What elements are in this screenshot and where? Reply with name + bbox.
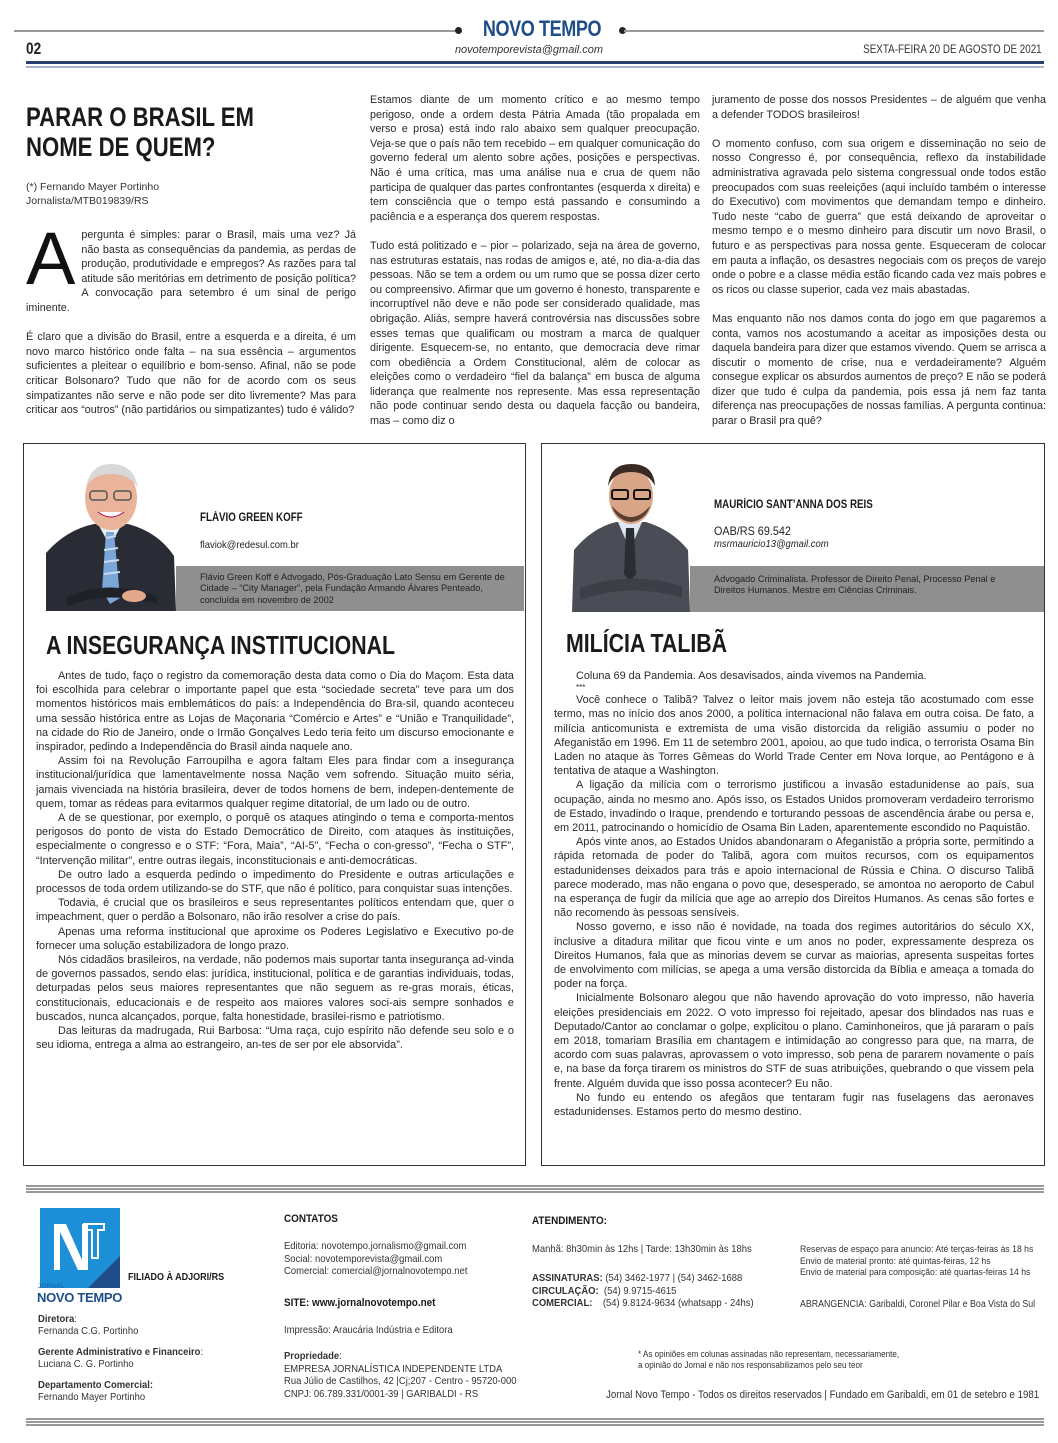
editorial-paragraph: Mas enquanto não nos damos conta do jogo em que pagaremos a conta, vamos nos acostumando a aceitar as imposições desta ou daquela bandeira para dizer que estamos vivendo. Quem se arrisca a discutir o momento de crise, nua e verdadeiramente? Alguém consegue explicar os absurdos aumentos de preço? E não se poderá dizer que tudo é culpa da pandemia, pois essa já nem faz tanta diferença nas preocupações de nossas famílias. A pergunta continua: parar o Brasil pra quê? — [712, 312, 1046, 428]
staff-name: Fernanda C.G. Portinho — [38, 1325, 139, 1337]
staff-role-label: Departamento Comercial: — [38, 1379, 154, 1391]
staff-role — [38, 1379, 203, 1391]
author-email[interactable]: msrmauricio13@gmail.com — [714, 538, 829, 550]
editorial-paragraph: Estamos diante de um momento crítico e ao mesmo tempo perigoso, onde a ordem desta Pátria Amada (tão propalada em verso e prosa) está indo ralo abaixo sem qualquer preocupação. Veja-se que o país não tem recebido – em qualquer comunicação do governo federal um alento sobre ações, posições e perspectivas. Não é uma crítica, mas uma análise nua e crua de quem não participa de qualquer das partes confrontantes (esquerda x direita) e tem consciência que o tempo está passando e consumindo a paciência e a esperança dos querem respostas. — [370, 94, 700, 223]
page-number: 02 — [26, 39, 42, 58]
editorial-paragraph: O momento confuso, com sua origem e disseminação no seio de nosso Congresso é, por consequência, reflexo da instabilidade administrativa agravada pelo sistema congressual onde todos estão preocupados com suas reeleições (aqui incluído também o interesse do Executivo) com movimentos que demandam tempo e dinheiro. Tudo neste “cabo de guerra” que está deixando de aproveitar o mesmo tempo e o mesmo dinheiro para discutir um novo Brasil, o futuro e as perspectivas para nossa gente. Esqueceram de colocar em pauta a inflação, os desastres negociais com os preços de varejo onde o pobre e a classe média estão ficando cada vez mais pobres e os ricos ou classe superior, cada vez mais abastadas. — [712, 137, 1046, 296]
logo-jornal-label: JORNAL — [38, 1284, 65, 1290]
editorial-column-3 — [712, 93, 1046, 443]
phone-list — [532, 1272, 754, 1310]
paragraph-text: pergunta é simples: parar o Brasil, mais uma vez? Já não basta as consequências da pandemia, as perdas de produção, produtividade e empregos? As razões para tal atitude são meritórias em detrimento de posição política? A convocação para setembro é um sinal de perigo iminente. — [26, 229, 356, 314]
phone-value: (54) 3462-1977 | (54) 3462-1688 — [602, 1272, 743, 1284]
nt-logo-icon — [40, 1208, 120, 1288]
column-separator: *** — [576, 683, 586, 693]
masthead-brand: NOVO TEMPO — [482, 16, 602, 41]
ownership-label-text: Propriedade — [284, 1350, 340, 1362]
phone-label: CIRCULAÇÃO: — [532, 1284, 599, 1297]
editorial-paragraph: Tudo está politizado e – pior – polarizado, seja na área de governo, nas estruturas estatais, nas rodas de amigos e, até, no dia-a-dia das pessoas. Não se tem a ordem ou um rumo que se possa dizer certo ou compreensivo. Afirmar que um governo é honesto, transparente e incorruptível não deve e não pode ser considerado qualidade, mas obrigação. Aliás, sempre haverá controvérsia nas discussões sobre esses temas que qualificam ou mostram a marca de qualquer dirigente. Esquecem-se, no entanto, que democracia deve rimar com obediência a Ordem Constitucional, além de colocar as eleições como o verdadeiro “fiel da balança” em busca de alguma liderança que realmente nos represente. Mas essa representação não pode continuar sendo desta ou daquela facção ou bandeira, mas – como diz o — [370, 239, 700, 428]
byline-credential: Jornalista/MTB019839/RS — [26, 195, 149, 207]
author-name: MAURÍCIO SANT’ANNA DOS REIS — [714, 499, 873, 511]
footer-rule — [26, 1191, 1044, 1193]
company-cnpj: CNPJ: 06.789.331/0001-39 | GARIBALDI - RS — [284, 1387, 479, 1400]
header-divider-light — [26, 66, 1044, 68]
author-oab: OAB/RS 69.542 — [714, 524, 791, 538]
phone-value: (54) 9.9715-4615 — [598, 1284, 677, 1297]
column-paragraph: Todavia, é crucial que os brasileiros e seus representantes políticos entendam que, quer o impeachment, quer o perdão a Bolsonaro, não irão resolver a crise do país. — [36, 897, 514, 924]
column-paragraph: Coluna 69 da Pandemia. Aos desavisados, ainda vivemos na Pandemia. — [576, 670, 927, 682]
novo-tempo-logo — [40, 1208, 120, 1288]
staff-role: Gerente Administrativo e Financeiro: — [38, 1346, 204, 1358]
site-link[interactable]: SITE: www.jornalnovotempo.net — [284, 1297, 436, 1309]
column-paragraph: A ligação da milícia com o terrorismo justificou a invasão estadunidense ao país, sua ocupação, ainda no mesmo ano. Após isso, os Estados Unidos promoveram verdadeiro terrorismo de Estado, invadindo o Iraque, prendendo e torturando pessoas de ascendência árabe ou persa e, em 2011, patrocinando o homicídio de Osama Bin Laden, aparentemente escondido no Paquistão. — [554, 779, 1034, 835]
column-paragraph: Nós cidadãos brasileiros, na verdade, não podemos mais suportar tanta insegurança ad-vinda de governos passados, sendo elas: jurídica, institucional, política e de garantias individuais, todas, deturpadas pelos seus maiores representantes que não seguem as re-gras morais, éticas, constitucionais, educacionais e de respeito aos maiores valores soci-ais sempre sonhados e buscados, nunca alcançados, porque, falta honestidade, brasilei-rismo e patriotismo. — [36, 954, 514, 1023]
masthead-email: novotemporevista@gmail.com — [454, 44, 604, 56]
company-name: EMPRESA JORNALÍSTICA INDEPENDENTE LTDA — [284, 1362, 503, 1375]
disclaimer — [638, 1349, 899, 1371]
column-paragraph: No fundo eu entendo os afegãos que tentaram fugir nas fuselagens das aeronaves estadunidenses. Estamos perto do mesmo destino. — [554, 1091, 1034, 1119]
contact-comercial[interactable]: Comercial: comercial@jornalnovotempo.net — [284, 1265, 468, 1278]
column-paragraph: Antes de tudo, faço o registro da comemoração desta data como o Dia do Maçom. Esta data foi escolhida para celebrar o importante papel que esta “sociedade secreta” teve para um dos momentos históricos mais emblemáticos do país: a Independência do Bra-sil, quando aconteceu uma sessão histórica entre as Lojas de Maçonaria “Comércio e Artes” e “União e Tranquilidade”, na cidade do Rio de Janeiro, onde o Irmão Gonçalves Ledo teria feito um discurso emocionante e inspirador, pedindo a Independência do Brasil ainda naquele ano. — [36, 670, 514, 754]
footer-rule — [26, 1185, 1044, 1187]
disclaimer-line: a opinião do Jornal e não nos responsabilizamos pelo seu teor — [638, 1360, 863, 1370]
column-paragraph: Após vinte anos, ao Estados Unidos abandonaram o Afeganistão a própria sorte, permitindo a rápida retomada de poder do Talibã, agora com muitos recursos, com os equipamentos estadunidenses deixados para trás e apoio internacional de Rússia e China. O discurso Talibã parece moderado, mas não engana o povo que, desesperado, se amontoa no aeroporto de Cabul na esperança de fugir da milícia que age ao arrepio dos Direitos Humanos. As cenas são fortes e não recomendo às pessoas sensíveis. — [554, 836, 1034, 920]
author-email[interactable]: flaviok@redesul.com.br — [200, 539, 299, 551]
column-body — [554, 669, 1034, 1119]
disclaimer-line: * As opiniões em colunas assinadas não representam, necessariamente, — [638, 1349, 900, 1359]
phone-comercial — [532, 1297, 754, 1310]
column-paragraph: A de se questionar, por exemplo, o porquê os ataques atingindo o tema e comporta-mentos perigosos do ponto de vista do Estado Democrático de Direito, com ataques às instituições, especialmente o congresso e o STF: “Fora, Maia”, “AI-5”, “Fecha o con-gresso”, “Fecha o STF”, “Intervenção militar”, entre outras ilegais, inconstitucionais e anti-democráticas. — [36, 812, 514, 867]
header-divider — [26, 61, 1044, 64]
ownership-label: Propriedade: — [284, 1350, 342, 1362]
contact-social[interactable]: Social: novotemporevista@gmail.com — [284, 1252, 443, 1265]
column-body — [36, 669, 514, 1052]
deadline-item: Envio de material pronto: até quintas-feiras, 12 hs — [800, 1255, 991, 1267]
deadline-item: Envio de material para composição: até quartas-feiras 14 hs — [800, 1267, 1031, 1279]
deadline-item: Reservas de espaço para anuncio: Até terças-feiras às 18 hs — [800, 1244, 1034, 1255]
editorial-byline — [26, 180, 159, 208]
column-title: A INSEGURANÇA INSTITUCIONAL — [46, 630, 396, 660]
edition-date: SEXTA-FEIRA 20 DE AGOSTO DE 2021 — [863, 42, 1042, 56]
contacts-heading: CONTATOS — [284, 1213, 338, 1225]
column-paragraph: De outro lado a esquerda pedindo o impedimento do Presidente e outras articulações e processos de toda ordem utilizando-se do STF, que não é político, para conquistar suas intenções. — [36, 868, 514, 896]
affiliation: FILIADO À ADJORI/RS — [128, 1272, 225, 1283]
header-rule-left — [14, 30, 458, 32]
printing-info: Impressão: Araucária Indústria e Editora — [284, 1324, 453, 1336]
staff-role: Diretora: — [38, 1313, 77, 1325]
staff-list — [38, 1313, 203, 1403]
copyright-line: Jornal Novo Tempo - Todos os direitos reservados | Fundado em Garibaldi, em 01 de setebro e 1981 — [606, 1389, 1040, 1401]
editorial-paragraph: É claro que a divisão do Brasil, entre a esquerda e a direita, é um novo marco histórico onde falta – na sua essência – argumentos suficientes a pleitear o equilíbrio e bom-senso. Afinal, não se pode criticar Bolsonaro? Tudo que não for de acordo com os seus simpatizantes não serve e não pode ser dito livremente? Mas para criticar aos “outros” (não partidários ou simpatizantes) tudo é válido? — [26, 331, 356, 417]
staff-role-label: Gerente Administrativo e Financeiro — [38, 1346, 201, 1358]
author-photo-flavio — [46, 458, 176, 611]
column-box-right — [541, 443, 1045, 1166]
author-bio: Advogado Criminalista. Professor de Direito Penal, Processo Penal e Direitos Humanos. Mestre em Ciências Criminais. — [714, 574, 996, 596]
column-paragraph: Assim foi na Revolução Farroupilha e agora faltam Eles para findar com a insegurança institucional/jurídica que lamentavelmente nossa Nação vem sofrendo. Situação muito séria, jamais vivenciada na história brasileira, dever de todos homens de bem, indepen-dentemente de quem, tomar as rédeas para evitarmos qualquer regime ditatorial, de um lado ou de outro. — [36, 755, 514, 810]
company-address: Rua Júlio de Castilhos, 42 |Cj;207 - Centro - 95720-000 — [284, 1375, 517, 1388]
footer-bottom-rule — [26, 1421, 1044, 1423]
column-paragraph: Inicialmente Bolsonaro alegou que não havendo aprovação do voto impresso, não haveria eleições presidenciais em 2022. O voto impresso foi rejeitado, apesar dos blindados nas ruas e Deputado/Cantor ao conclamar o golpe, explicitou o plano. Caminhoneiros, que já pararam o país em 2018, tomariam Brasília em chantagem e intimidação ao congresso para que, na marra, de acordo com suas palavras, aprovassem o voto impresso, sob pena de pararem novamente o país e, na base da força tirarem os ministros do STF de suas atribuições, quebrando o que vissem pela frente. Alguém duvida que isso possa acontecer? Eu não. — [554, 992, 1034, 1090]
staff-name: Fernando Mayer Portinho — [38, 1391, 146, 1403]
contacts-list — [284, 1240, 467, 1278]
phone-circulacao — [532, 1285, 754, 1298]
service-heading: ATENDIMENTO: — [532, 1215, 607, 1227]
column-paragraph: Das leituras da madrugada, Rui Barbosa: “Uma raça, cujo espírito não defende seu solo e o seu idioma, entrega a alma ao estrangeiro, an-tes de ser por ele absorvida”. — [36, 1025, 514, 1052]
contact-editoria[interactable]: Editoria: novotempo.jornalismo@gmail.com — [284, 1240, 467, 1252]
column-paragraph: Nosso governo, e isso não é novidade, na toada dos regimes autoritários do século XX, inclusive a ditadura militar que ficou vinte e um anos no poder, expressamente despreza os Direitos Humanos, fala que as minorias devem se curvar as maiorias, apresenta suspeitas fortes de envolvimento com milícias, se apega a uma versão distorcida da Bíblia e ameaça a tomada do poder na força. — [554, 921, 1034, 991]
author-name: FLÁVIO GREEN KOFF — [200, 512, 303, 524]
editorial-title — [26, 102, 288, 162]
service-hours: Manhã: 8h30min às 12hs | Tarde: 13h30min às 18hs — [532, 1243, 752, 1255]
ownership-info — [284, 1350, 517, 1400]
editorial-title-line-1: PARAR O BRASIL EM — [26, 102, 254, 132]
phone-value: (54) 9.8124-9634 (whatsapp - 24hs) — [592, 1297, 754, 1310]
phone-assinaturas — [532, 1272, 754, 1285]
ad-deadlines — [800, 1244, 1033, 1279]
editorial-title-line-2: NOME DE QUEM? — [26, 132, 216, 162]
column-paragraph: Apenas uma reforma institucional que aproxime os Poderes Legislativo e Executivo po-de fornecer uma solução estabilizadora de longo prazo. — [36, 925, 514, 952]
footer-bottom-rule — [26, 1418, 1044, 1420]
phone-label: ASSINATURAS: — [532, 1272, 603, 1284]
editorial-column-1 — [26, 217, 356, 432]
author-photo-mauricio — [572, 458, 690, 612]
author-bio: Flávio Green Koff é Advogado, Pós-Graduação Lato Sensu em Gerente de Cidade – “City Manager”, pela Fundação Armando Álvares Penteado, concluída em novembro de 2002 — [200, 572, 505, 605]
staff-role-label: Diretora — [38, 1313, 75, 1325]
editorial-paragraph — [26, 217, 356, 316]
drop-cap: A — [26, 217, 76, 300]
phone-label: COMERCIAL: — [532, 1297, 593, 1310]
column-box-left — [23, 443, 526, 1166]
column-paragraph: Você conhece o Talibã? Talvez o leitor mais jovem não esteja tão acostumado com esse termo, mas no início dos anos 2000, a política internacional não falava em outra coisa. De fato, a milícia anticomunista e extremista de uma visão distorcida da religião assumiu o poder no Afeganistão em 1996. Em 11 de setembro 2001, apoiou, ao que tudo indica, o terrorista Osama Bin Laden no ataque às Torres Gêmeas do World Trade Center em Nova Iorque, ao Pentágono e à tentativa de ataque a Washington. — [554, 694, 1034, 778]
header-bullet-left — [455, 27, 462, 34]
editorial-column-2 — [370, 93, 700, 443]
editorial-paragraph: juramento de posse dos nossos Presidentes – de alguém que venha a defender TODOS brasileiros! — [712, 94, 1046, 121]
logo-wordmark: NOVO TEMPO — [37, 1290, 123, 1305]
footer-bottom-rule — [26, 1424, 1044, 1426]
byline-author: (*) Fernando Mayer Portinho — [26, 181, 160, 193]
column-title: MILÍCIA TALIBÃ — [566, 628, 728, 658]
header-rule-right — [624, 30, 1044, 32]
staff-name: Luciana C. G. Portinho — [38, 1358, 134, 1370]
coverage-area: ABRANGÊNCIA: Garibaldi, Coronel Pilar e Boa Vista do Sul — [800, 1299, 1036, 1310]
footer-rule — [26, 1188, 1044, 1190]
